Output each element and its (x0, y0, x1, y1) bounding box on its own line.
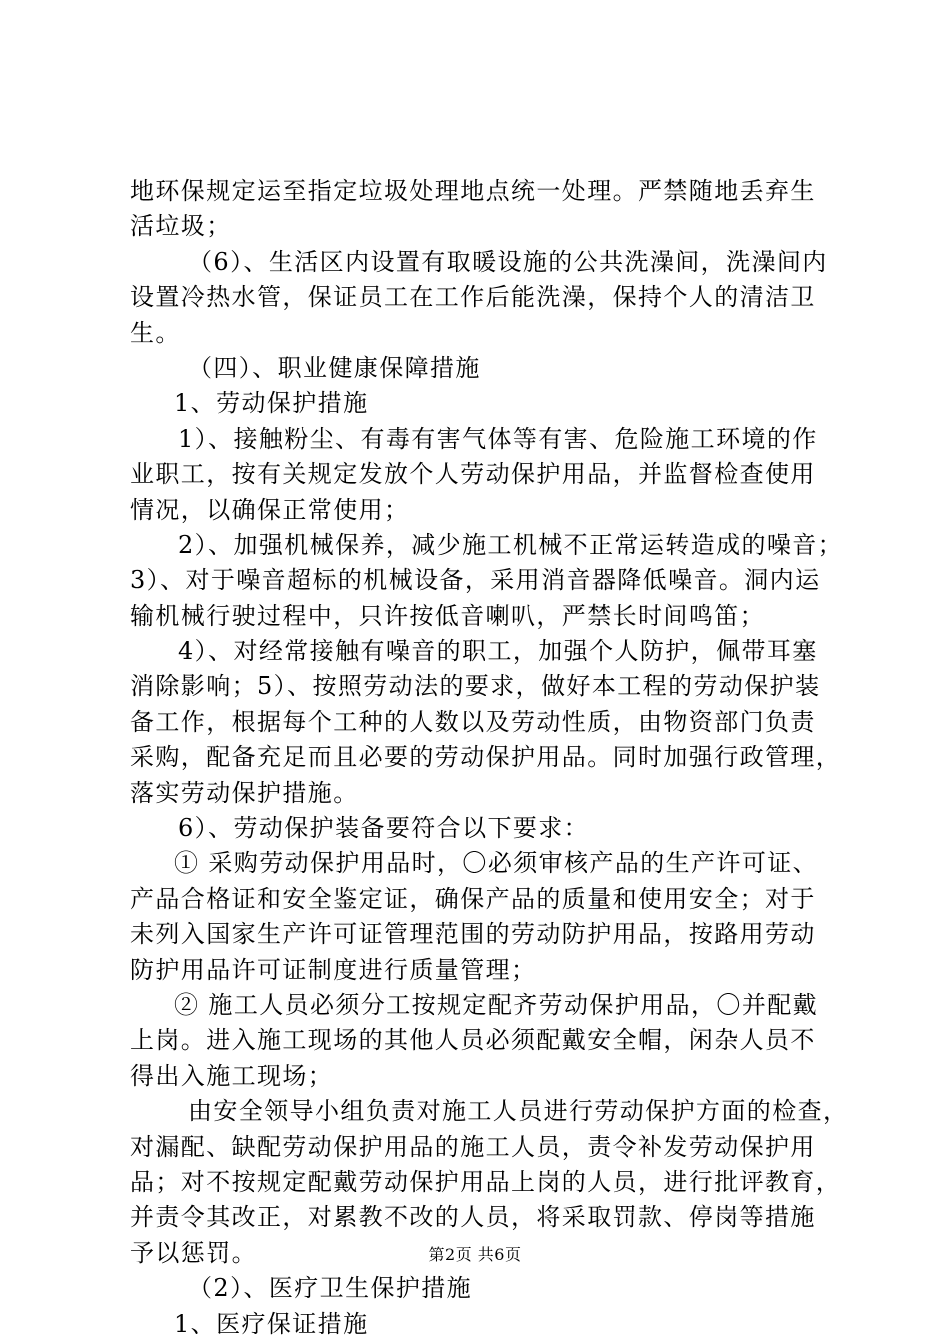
text-line: 1、劳动保护措施 (174, 389, 369, 418)
document-body (130, 174, 849, 1342)
text-line: 由安全领导小组负责对施工人员进行劳动保护方面的检查， (188, 1097, 849, 1126)
text-line: 消除影响；5）、按照劳动法的要求，做好本工程的劳动保护装 (130, 672, 821, 701)
text-line: 上岗。进入施工现场的其他人员必须配戴安全帽，闲杂人员不 (130, 1026, 816, 1055)
text-line: （6）、生活区内设置有取暖设施的公共洗澡间，洗澡间内 (188, 247, 828, 276)
text-line: 备工作，根据每个工种的人数以及劳动性质，由物资部门负责 (130, 707, 816, 736)
text-line: （2）、医疗卫生保护措施 (188, 1274, 473, 1303)
text-line: ① 采购劳动保护用品时，〇必须审核产品的生产许可证、 (174, 849, 819, 878)
text-line: 未列入国家生产许可证管理范围的劳动防护用品，按路用劳动 (130, 920, 816, 949)
text-line: 输机械行驶过程中，只许按低音喇叭，严禁长时间鸣笛； (130, 601, 765, 630)
text-line: 活垃圾； (130, 212, 232, 241)
text-line: 4）、对经常接触有噪音的职工，加强个人防护，佩带耳塞 (178, 637, 818, 666)
text-line: 设置冷热水管，保证员工在工作后能洗澡，保持个人的清洁卫 (130, 283, 816, 312)
text-line: 业职工，按有关规定发放个人劳动保护用品，并监督检查使用 (130, 460, 816, 489)
text-line: 情况，以确保正常使用； (130, 495, 410, 524)
text-line: 对漏配、缺配劳动保护用品的施工人员，责令补发劳动保护用 (130, 1132, 816, 1161)
text-line: 予以惩罚。 (130, 1238, 257, 1267)
text-line: 落实劳动保护措施。 (130, 778, 359, 807)
text-line: 品；对不按规定配戴劳动保护用品上岗的人员，进行批评教育， (130, 1167, 842, 1196)
text-line: （四）、职业健康保障措施 (188, 353, 481, 382)
text-line: 2）、加强机械保养，减少施工机械不正常运转造成的噪音； (178, 530, 844, 559)
text-line: 6）、劳动保护装备要符合以下要求： (178, 814, 590, 843)
text-line: 地环保规定运至指定垃圾处理地点统一处理。严禁随地丢弃生 (130, 177, 816, 205)
text-line: 防护用品许可证制度进行质量管理； (130, 955, 537, 984)
text-line: ② 施工人员必须分工按规定配齐劳动保护用品，〇并配戴 (174, 990, 819, 1019)
text-line: 并责令其改正，对累教不改的人员，将采取罚款、停岗等措施 (130, 1203, 816, 1232)
text-line: 采购，配备充足而且必要的劳动保护用品。同时加强行政管理， (130, 743, 842, 772)
text-line: 生。 (130, 318, 181, 347)
text-line: 得出入施工现场； (130, 1061, 334, 1090)
text-line: 1）、接触粉尘、有毒有害气体等有害、危险施工环境的作 (178, 424, 818, 453)
page-footer: 第2页 共6页 (428, 1245, 522, 1264)
text-line: 3）、对于噪音超标的机械设备，采用消音器降低噪音。洞内运 (130, 566, 821, 595)
text-line: 1、医疗保证措施 (174, 1309, 369, 1338)
text-line: 产品合格证和安全鉴定证，确保产品的质量和使用安全；对于 (130, 884, 816, 913)
